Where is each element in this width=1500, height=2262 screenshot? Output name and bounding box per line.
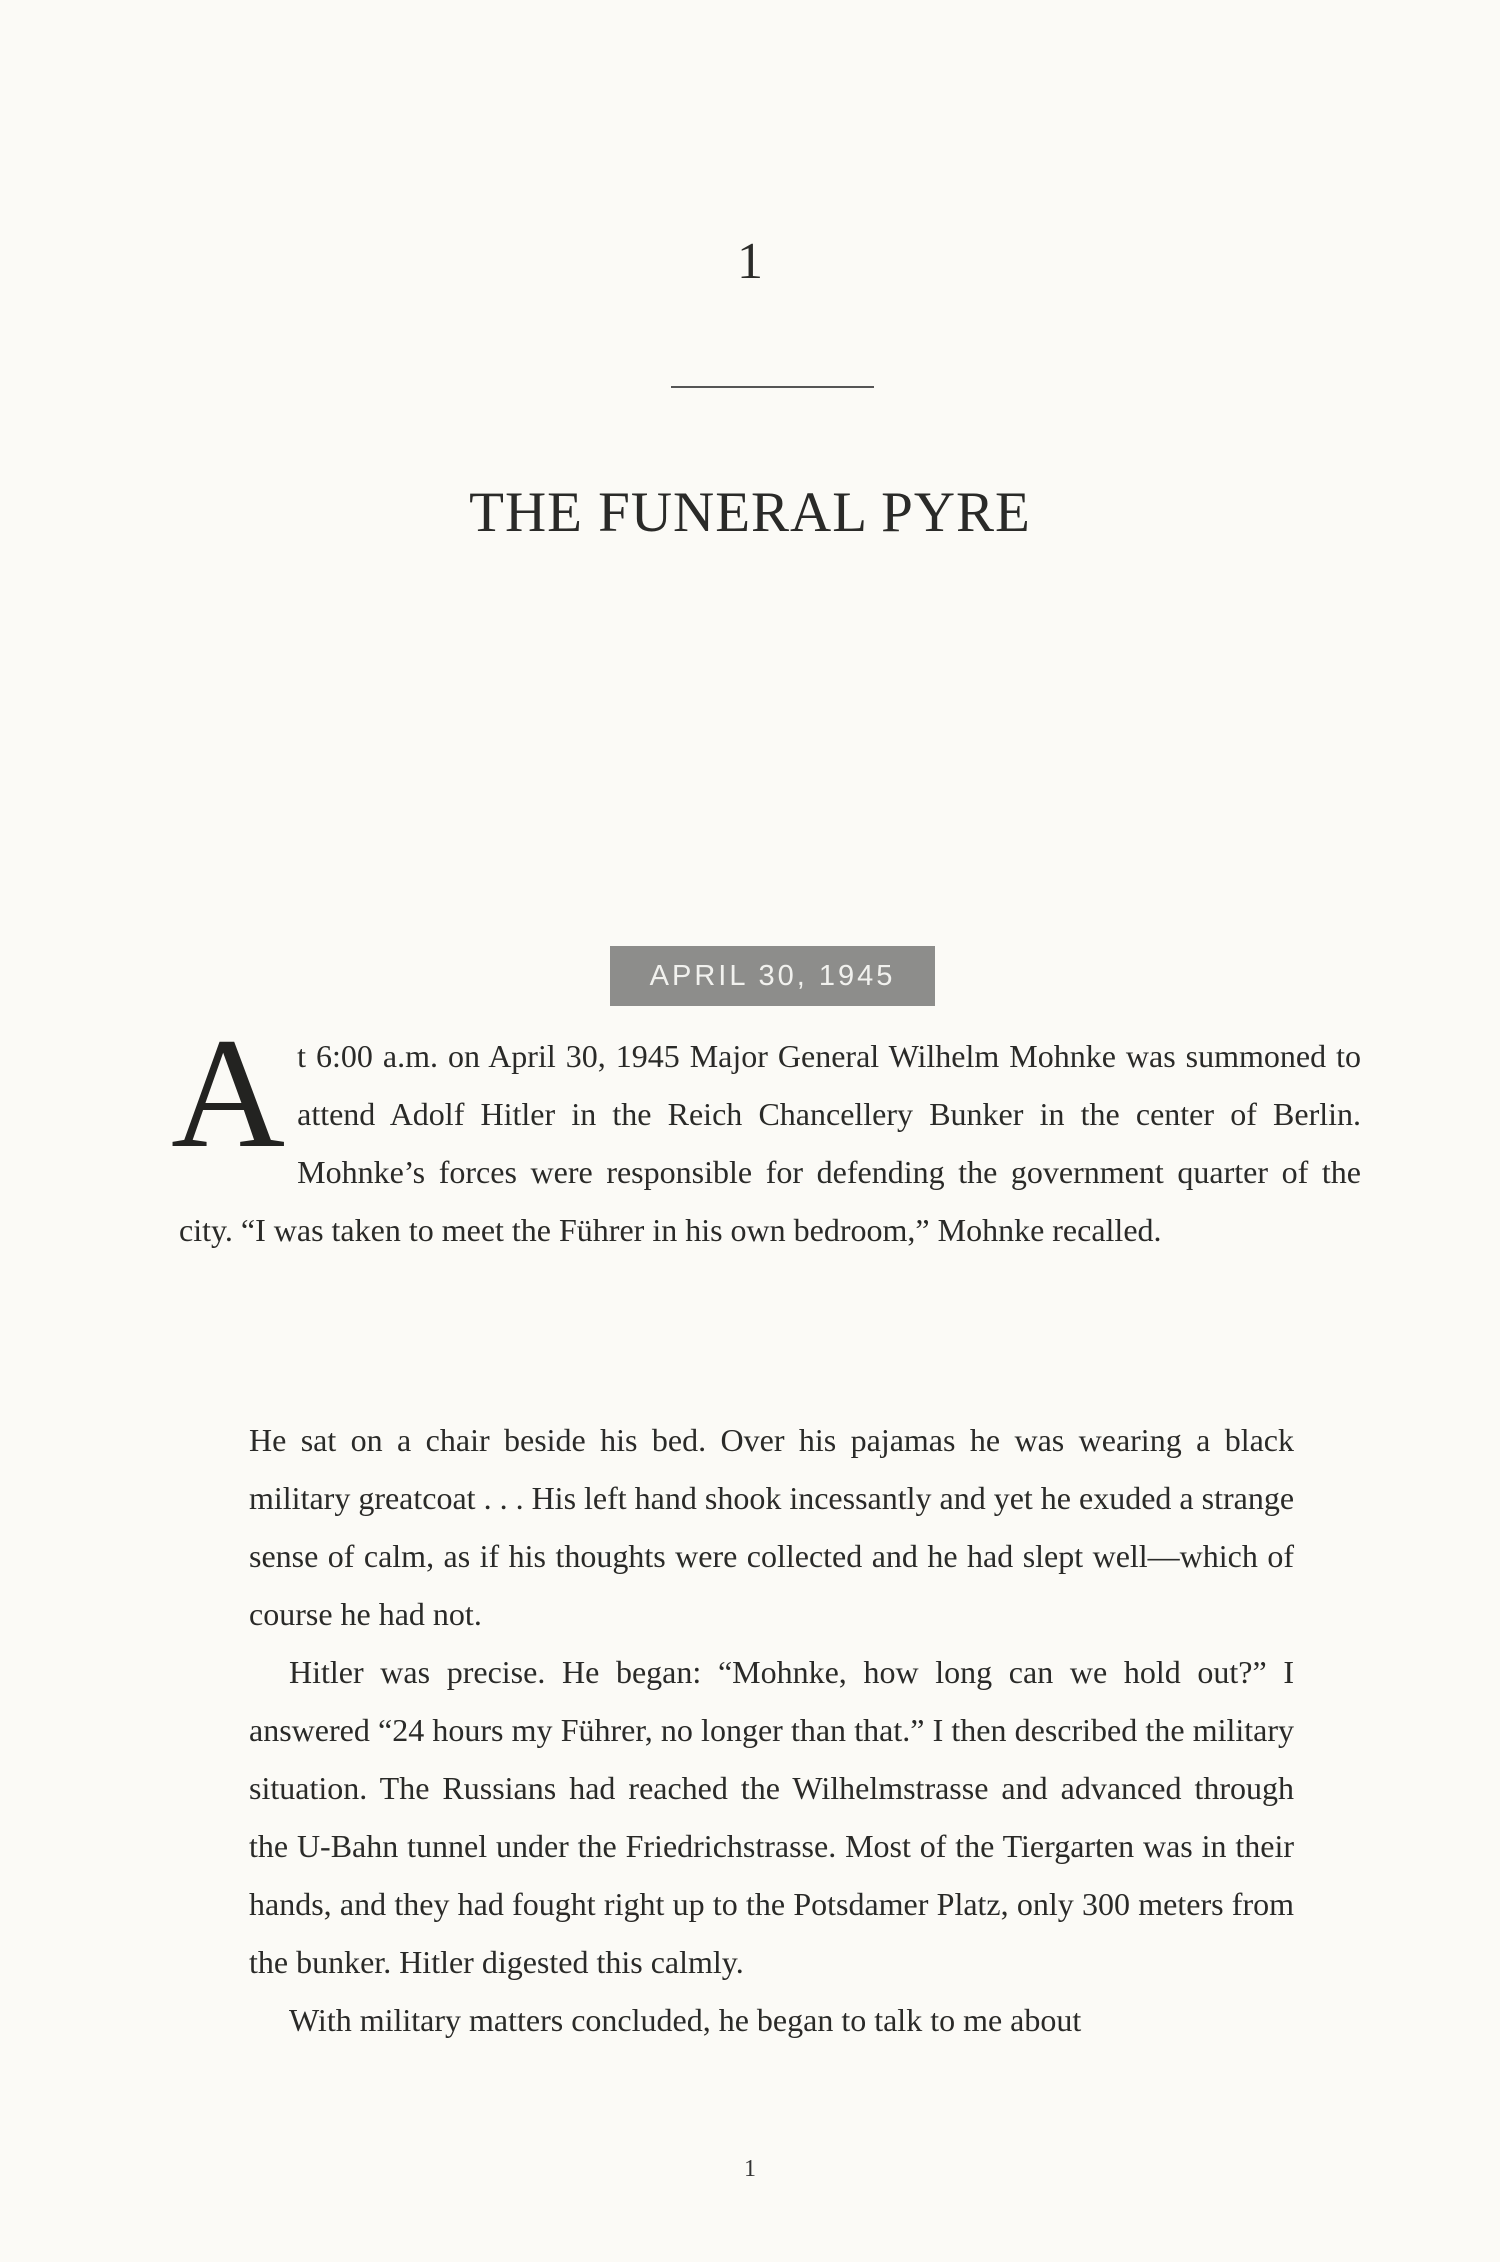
block-quote: [249, 1411, 1294, 2049]
quote-paragraph: He sat on a chair beside his bed. Over his pajamas he was wearing a black military greatcoat . . . His left hand shook incessantly and yet he exuded a strange sense of calm, as if his thoughts were collected and he had slept well—which of course he had not.: [249, 1422, 1295, 1632]
chapter-number: 1: [737, 233, 763, 290]
page-number: 1: [744, 2156, 756, 2182]
opening-text: t 6:00 a.m. on April 30, 1945 Major General Wilhelm Mohnke was summoned to attend Adolf Hitler in the Reich Chancellery Bunker in the center of Berlin. Mohnke’s forces were responsible for defending the government quarter of the city. “I was taken to meet the Führer in his own bedroom,” Mohnke recalled.: [179, 1038, 1361, 1248]
drop-cap: A: [171, 1006, 286, 1181]
quote-paragraph: With military matters concluded, he began to talk to me about: [289, 2002, 1082, 2038]
chapter-title: THE FUNERAL PYRE: [469, 481, 1031, 544]
quote-paragraph: Hitler was precise. He began: “Mohnke, how long can we hold out?” I answered “24 hours my Führer, no longer than that.” I then described the military situation. The Russians had reached the Wilhelmstrasse and advanced through the U-Bahn tunnel under the Friedrichstrasse. Most of the Tiergarten was in their hands, and they had fought right up to the Potsdamer Platz, only 300 meters from the bunker. Hitler digested this calmly.: [249, 1654, 1294, 1980]
opening-paragraph: [171, 1006, 1361, 1259]
date-badge: APRIL 30, 1945: [610, 946, 935, 1006]
chapter-divider: [671, 386, 874, 388]
